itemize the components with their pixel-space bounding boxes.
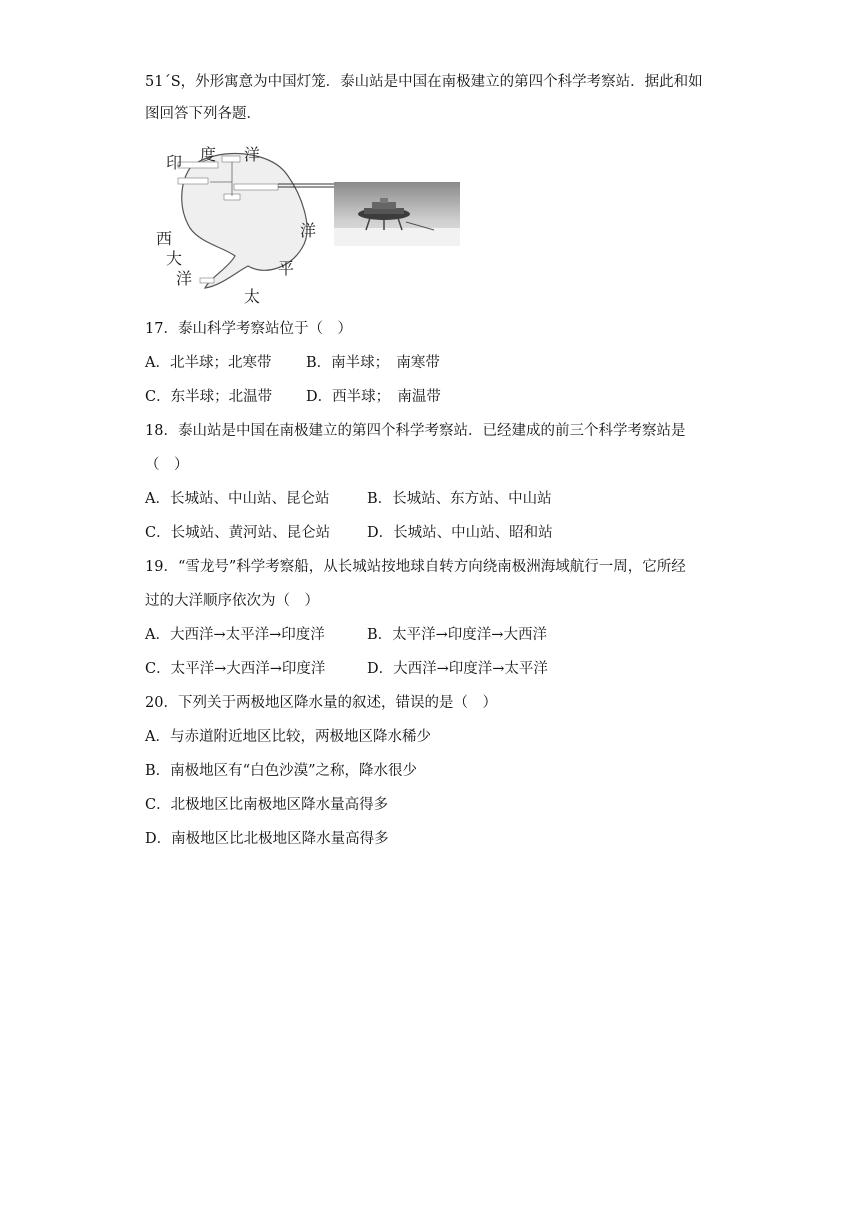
- q18-option-c: C．长城站、黄河站、昆仑站: [145, 525, 331, 541]
- q20-option-d: D．南极地区比北极地区降水量高得多: [145, 831, 389, 847]
- ocean-char-8: 平: [278, 259, 295, 278]
- ocean-char-6: 大: [166, 249, 183, 268]
- q19-option-d: D．大西洋→印度洋→太平洋: [367, 661, 548, 677]
- question-19-stem-cont: 过的大洋顺序依次为（ ）: [145, 593, 319, 609]
- question-18-stem: 18．泰山站是中国在南极建立的第四个科学考察站．已经建成的前三个科学考察站是: [145, 423, 686, 439]
- intro-line-2: 图回答下列各题．: [145, 106, 261, 122]
- q20-option-c: C．北极地区比南极地区降水量高得多: [145, 797, 389, 813]
- ocean-char-3: 洋: [244, 145, 261, 164]
- q17-option-c: C．东半球；北温带: [145, 389, 273, 405]
- q19-option-c: C．太平洋→大西洋→印度洋: [145, 661, 326, 677]
- q17-option-b: B．南半球； 南寒带: [306, 355, 440, 371]
- q17-option-d: D．西半球； 南温带: [306, 389, 441, 405]
- ocean-char-5: 西: [156, 229, 173, 248]
- q20-option-a: A．与赤道附近地区比较，两极地区降水稀少: [145, 729, 431, 745]
- ocean-char-9: 太: [244, 287, 261, 306]
- question-20-stem: 20．下列关于两极地区降水量的叙述，错误的是（ ）: [145, 695, 497, 711]
- q20-option-b: B．南极地区有“白色沙漠”之称，降水很少: [145, 763, 417, 779]
- question-18-stem-cont: （ ）: [145, 457, 189, 473]
- ocean-char-4: 洋: [300, 221, 317, 240]
- taishan-station-photo: [334, 182, 460, 246]
- ocean-char-2: 度: [200, 145, 217, 164]
- q18-option-a: A．长城站、中山站、昆仑站: [145, 491, 330, 507]
- question-19-stem: 19．“雪龙号”科学考察船，从长城站按地球自转方向绕南极洲海域航行一周，它所经: [145, 559, 686, 575]
- q18-option-d: D．长城站、中山站、昭和站: [367, 525, 553, 541]
- q19-option-a: A．大西洋→太平洋→印度洋: [145, 627, 325, 643]
- ocean-char-7: 洋: [176, 269, 193, 288]
- ocean-char-1: 印: [166, 153, 183, 172]
- q17-option-a: A．北半球；北寒带: [145, 355, 272, 371]
- q19-option-b: B．太平洋→印度洋→大西洋: [367, 627, 547, 643]
- q18-option-b: B．长城站、东方站、中山站: [367, 491, 552, 507]
- question-17-stem: 17．泰山科学考察站位于（ ）: [145, 321, 352, 337]
- intro-line-1: 51´S，外形寓意为中国灯笼．泰山站是中国在南极建立的第四个科学考察站．据此和如: [145, 74, 703, 90]
